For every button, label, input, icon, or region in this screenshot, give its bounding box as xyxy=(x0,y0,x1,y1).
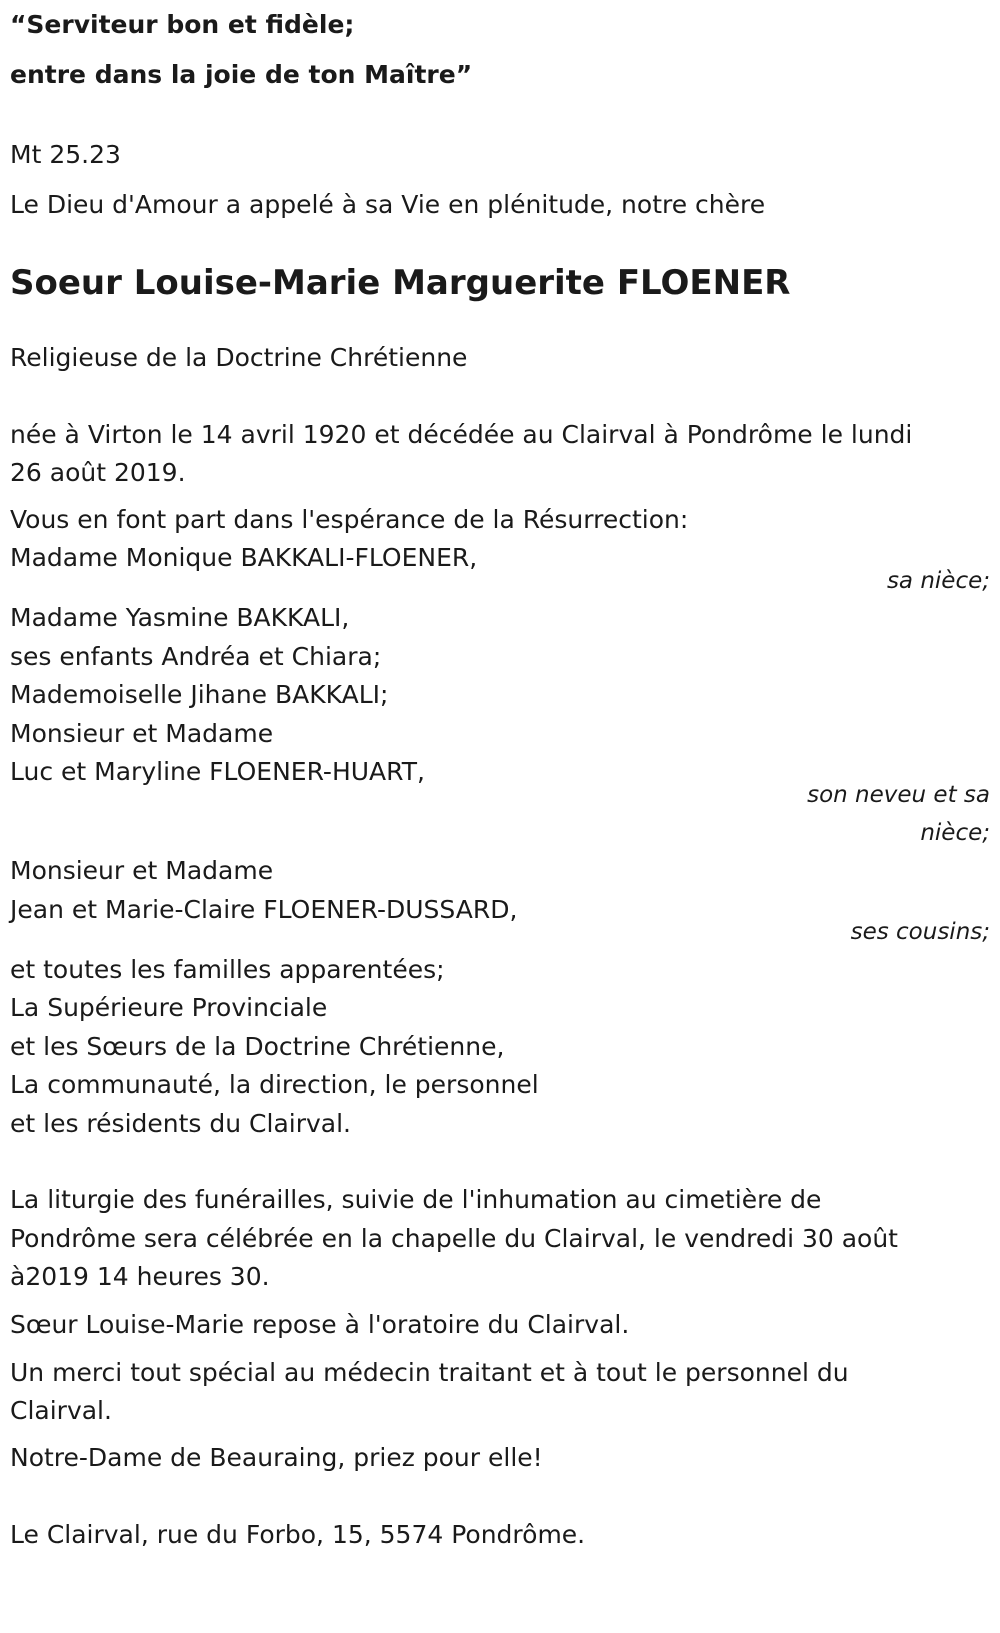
funeral-line-2: Pondrôme sera célébrée en la chapelle du Clairval, le vendredi 30 août xyxy=(10,1224,898,1253)
prayer: Notre-Dame de Beauraing, priez pour elle! xyxy=(10,1443,543,1472)
thanks-line-1: Un merci tout spécial au médecin traitant et à tout le personnel du xyxy=(10,1358,849,1387)
family-member: Monsieur et Madame xyxy=(10,856,274,885)
funeral-line-3: à2019 14 heures 30. xyxy=(10,1262,270,1291)
religious-title: Religieuse de la Doctrine Chrétienne xyxy=(10,343,468,372)
address: Le Clairval, rue du Forbo, 15, 5574 Pondrôme. xyxy=(10,1520,586,1549)
family-member: et les Sœurs de la Doctrine Chrétienne, xyxy=(10,1032,505,1061)
announcement: Vous en font part dans l'espérance de la Résurrection: xyxy=(10,505,689,534)
verse-line-2: entre dans la joie de ton Maître” xyxy=(10,60,473,89)
family-member: La communauté, la direction, le personnel xyxy=(10,1070,539,1099)
birth-death-line-2: 26 août 2019. xyxy=(10,458,186,487)
family-member: Madame Monique BAKKALI-FLOENER, xyxy=(10,543,478,572)
funeral-line-1: La liturgie des funérailles, suivie de l'inhumation au cimetière de xyxy=(10,1185,822,1214)
family-member: et toutes les familles apparentées; xyxy=(10,955,445,984)
family-member: Luc et Maryline FLOENER-HUART, xyxy=(10,757,425,786)
family-member: Monsieur et Madame xyxy=(10,719,274,748)
relation-nephew-niece-line-1: son neveu et sa xyxy=(807,782,990,808)
thanks-line-2: Clairval. xyxy=(10,1396,112,1425)
relation-nephew-niece-line-2: nièce; xyxy=(920,820,990,846)
deceased-name: Soeur Louise-Marie Marguerite FLOENER xyxy=(10,263,791,303)
intro-text: Le Dieu d'Amour a appelé à sa Vie en plénitude, notre chère xyxy=(10,190,766,219)
birth-death-line-1: née à Virton le 14 avril 1920 et décédée au Clairval à Pondrôme le lundi xyxy=(10,420,913,449)
family-member: Madame Yasmine BAKKALI, xyxy=(10,603,350,632)
verse-reference: Mt 25.23 xyxy=(10,140,121,169)
relation-cousins: ses cousins; xyxy=(850,919,990,945)
family-member: ses enfants Andréa et Chiara; xyxy=(10,642,382,671)
rest-location: Sœur Louise-Marie repose à l'oratoire du Clairval. xyxy=(10,1310,630,1339)
family-member: La Supérieure Provinciale xyxy=(10,993,328,1022)
verse-line-1: “Serviteur bon et fidèle; xyxy=(10,10,355,39)
family-member: et les résidents du Clairval. xyxy=(10,1109,351,1138)
family-member: Mademoiselle Jihane BAKKALI; xyxy=(10,680,389,709)
family-member: Jean et Marie-Claire FLOENER-DUSSARD, xyxy=(10,895,518,924)
relation-niece: sa nièce; xyxy=(886,568,990,594)
